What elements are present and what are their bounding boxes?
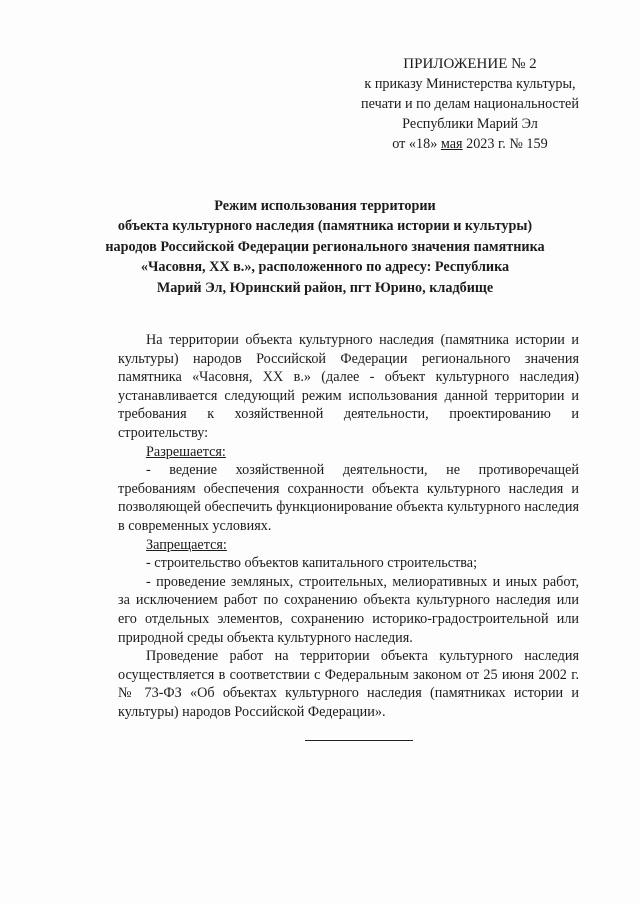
annex-date-month: мая [440, 136, 463, 152]
document-body [118, 331, 579, 721]
annex-line-1: к приказу Министерства культуры, [364, 76, 576, 92]
closing-divider [305, 740, 413, 741]
annex-date-prefix: от «18» [392, 136, 441, 152]
annex-header [330, 54, 610, 154]
forbidden-item: - строительство объектов капитального строительства; [146, 555, 478, 572]
title-line: объекта культурного наследия (памятника истории и культуры) [117, 218, 533, 235]
forbidden-heading: Запрещается: [146, 536, 227, 553]
annex-line-3: Республики Марий Эл [402, 116, 538, 132]
annex-date [330, 134, 610, 154]
allowed-item: - ведение хозяйственной деятельности, не противоречащей требованиям обеспечения сохранности объекта культурного наследия и позволяющей обеспечить функционирование объекта культурного наследия в современных условиях. [118, 462, 579, 534]
annex-date-suffix: 2023 г. № 159 [462, 136, 548, 152]
document-title [90, 196, 560, 298]
closing-paragraph: Проведение работ на территории объекта культурного наследия осуществляется в соответствии с Федеральным законом от 25 июня 2002 г. № 73-ФЗ «Об объектах культурного наследия (памятниках истории и культуры) народов Российской Федерации». [118, 648, 579, 720]
title-line: Режим использования территории [214, 198, 436, 214]
forbidden-item: - проведение земляных, строительных, мелиоративных и иных работ, за исключением работ по сохранению объекта культурного наследия или его отдельных элементов, сохранению историко-градостроительной или природной среды объекта культурного наследия. [118, 573, 579, 646]
title-line: Марий Эл, Юринский район, пгт Юрино, кладбище [156, 279, 494, 296]
intro-paragraph: На территории объекта культурного наследия (памятника истории и культуры) народов Российской Федерации регионального значения памятника «Часовня, XX в.» (далее - объект культурного наследия) устанавливается следующий режим использования данной территории и требования к хозяйственной деятельности, проектированию и строительству: [118, 332, 579, 441]
allowed-heading: Разрешается: [146, 443, 226, 460]
title-line: «Часовня, XX в.», расположенного по адресу: Республика [140, 259, 510, 276]
title-line: народов Российской Федерации регионального значения памятника [105, 238, 545, 255]
annex-line-2: печати и по делам национальностей [361, 96, 579, 112]
annex-title: ПРИЛОЖЕНИЕ № 2 [403, 56, 537, 72]
